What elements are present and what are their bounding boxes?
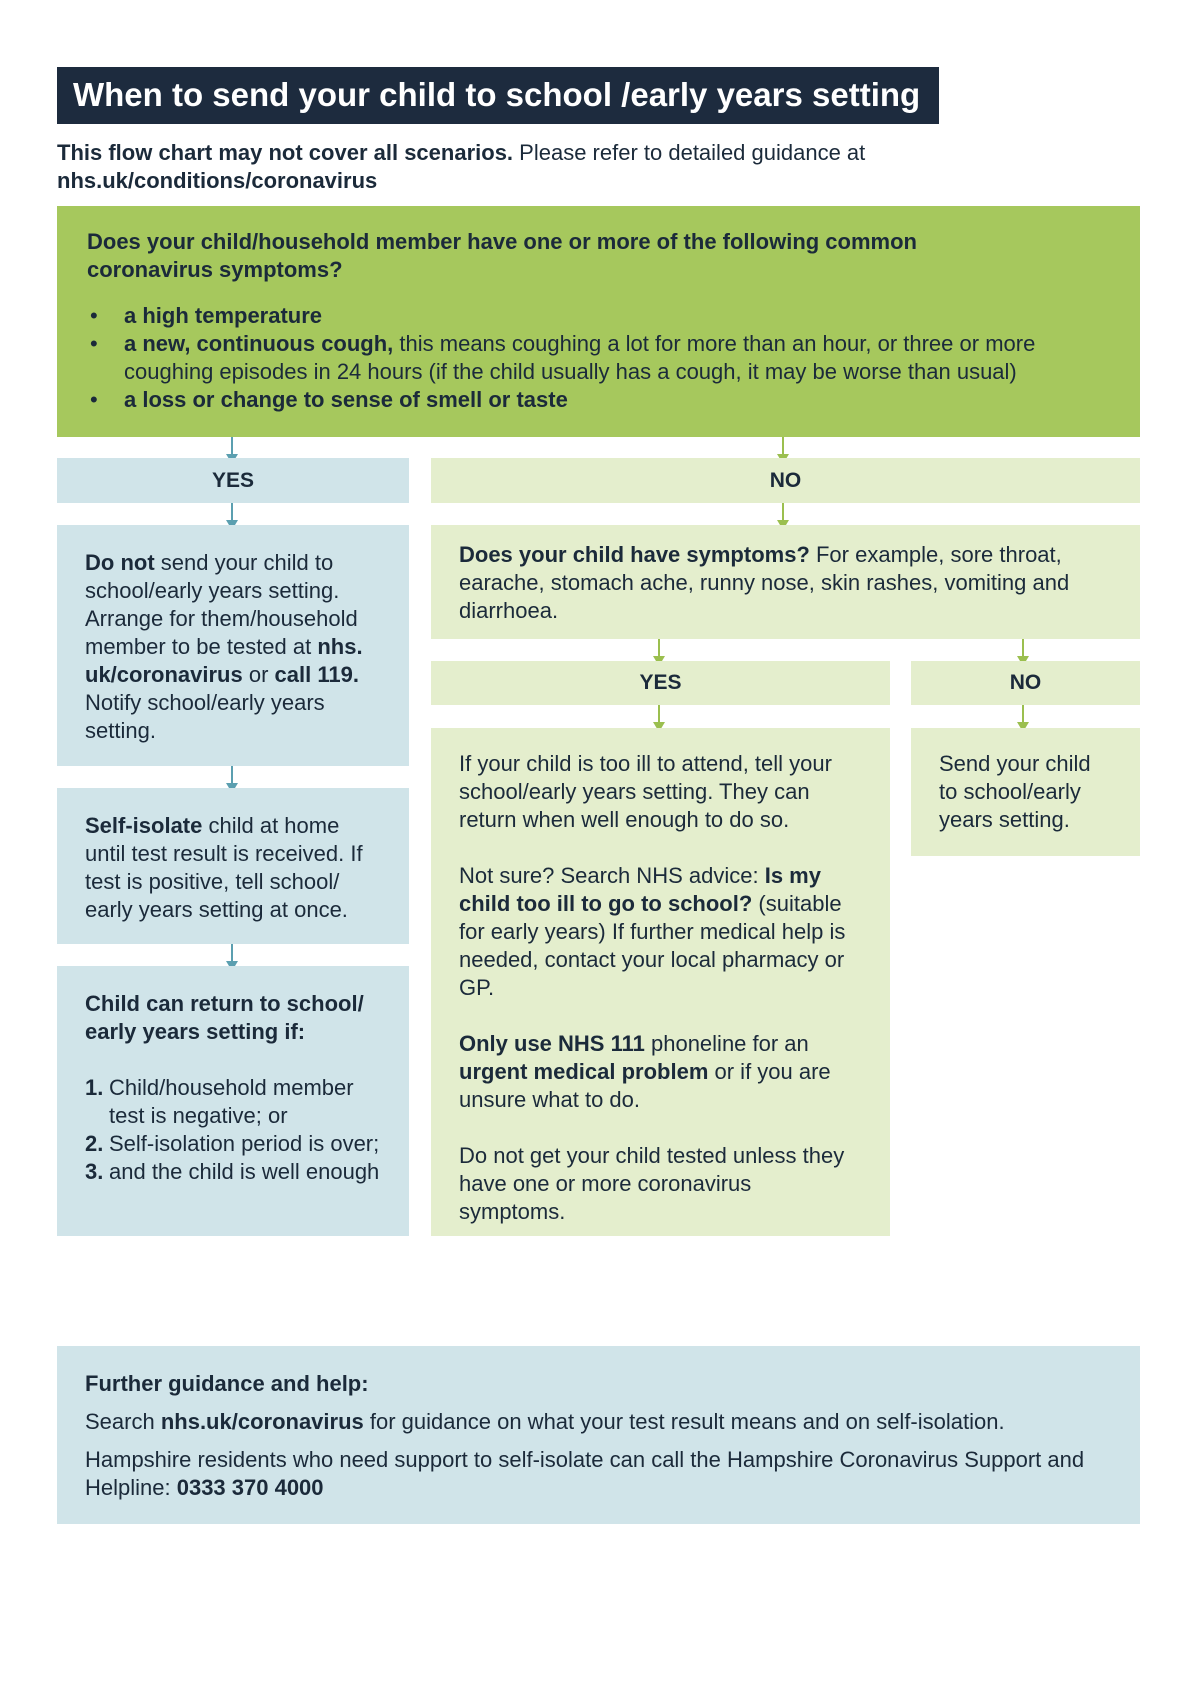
text-bold: Only use NHS 111 xyxy=(459,1031,645,1056)
helpline-number: 0333 370 4000 xyxy=(176,1475,324,1500)
list-text: and the child is well enough xyxy=(109,1159,380,1184)
list-number: 2. xyxy=(85,1131,104,1156)
list-item xyxy=(85,1158,381,1186)
nhs-link[interactable]: nhs.uk/coronavirus xyxy=(160,1409,364,1434)
text: Hampshire residents who need support to self-isolate can call the Hampshire Coronavirus Support and Helpline: xyxy=(85,1447,1085,1500)
nhs-111-text xyxy=(459,1030,862,1114)
no-label-2: NO xyxy=(911,661,1140,705)
do-not-test-text: Do not get your child tested unless they have one or more coronavirus symptoms. xyxy=(459,1143,845,1224)
yes-label: YES xyxy=(57,458,409,503)
text: (suitable for early years) If further medical help is needed, contact your local pharmacy or GP. xyxy=(459,891,846,1000)
return-conditions-heading: Child can return to school/ early years setting if: xyxy=(85,991,364,1044)
text: send your child to school/early years setting. Arrange for them/household member to be tested at xyxy=(85,550,358,659)
list-number: 3. xyxy=(85,1159,104,1184)
intro-bold: This flow chart may not cover all scenarios. xyxy=(57,140,514,165)
symptom-bold: a loss or change to sense of smell or taste xyxy=(124,387,568,412)
text: for guidance on what your test result means and on self-isolation. xyxy=(363,1409,1005,1434)
list-text: Child/household member test is negative; or xyxy=(109,1075,354,1128)
text: For example, sore throat, earache, stomach ache, runny nose, skin rashes, vomiting and diarrhoea. xyxy=(459,542,1070,623)
send-child-box xyxy=(911,728,1140,856)
no-label: NO xyxy=(431,458,1140,503)
do-not-send-box xyxy=(57,525,409,766)
intro-rest: Please refer to detailed guidance at xyxy=(513,140,866,165)
return-conditions-box xyxy=(57,966,409,1236)
nhs-advice-text xyxy=(459,862,862,1002)
text-bold: Do not xyxy=(85,550,155,575)
list-text: Self-isolation period is over; xyxy=(109,1131,380,1156)
text: or if you are unsure what to do. xyxy=(459,1059,831,1112)
too-ill-text: If your child is too ill to attend, tell your school/early years setting. They can return when well enough to do so. xyxy=(459,751,832,832)
text-bold: urgent medical problem xyxy=(459,1059,709,1084)
test-link[interactable]: nhs. uk/coronavirus xyxy=(85,634,363,687)
text: Notify school/early years setting. xyxy=(85,690,325,743)
page-title: When to send your child to school /early years setting xyxy=(57,67,939,124)
text-bold: Self-isolate xyxy=(85,813,203,838)
list-number: 1. xyxy=(85,1075,104,1100)
guidance-line-2 xyxy=(85,1446,1112,1502)
send-child-text: Send your child to school/early years setting. xyxy=(939,751,1091,832)
symptom-bold: a high temperature xyxy=(124,303,323,328)
intro-link[interactable]: nhs.uk/conditions/coronavirus xyxy=(57,168,378,193)
guidance-line-1 xyxy=(85,1408,1112,1436)
text: phoneline for an xyxy=(644,1031,809,1056)
text: child at home until test result is received. If test is positive, tell school/ early years setting at once. xyxy=(85,813,363,922)
self-isolate-box xyxy=(57,788,409,944)
text: Not sure? Search NHS advice: xyxy=(459,863,765,888)
symptoms-question-2 xyxy=(459,541,1079,625)
text: Search xyxy=(85,1409,161,1434)
further-guidance-heading: Further guidance and help: xyxy=(85,1371,369,1396)
symptoms-question: Does your child/household member have one or more of the following common coronavirus symptoms? xyxy=(87,229,917,282)
symptom-bold: a new, continuous cough, xyxy=(124,331,394,356)
too-ill-box xyxy=(431,728,890,1236)
list-item xyxy=(85,1074,381,1130)
list-item xyxy=(85,1130,381,1158)
text-bold: Is my child too ill to go to school? xyxy=(459,863,821,916)
text-bold: Does your child have symptoms? xyxy=(459,542,810,567)
self-isolate-text xyxy=(85,812,381,924)
yes-label-2: YES xyxy=(431,661,890,705)
symptoms-question-2-box xyxy=(431,525,1140,639)
text: or xyxy=(242,662,275,687)
symptom-rest: this means coughing a lot for more than an hour, or three or more coughing episodes in 24 hours (if the child usually has a cough, it may be worse than usual) xyxy=(124,331,1036,384)
further-guidance-box xyxy=(57,1346,1140,1524)
text-bold: call 119. xyxy=(274,662,359,687)
do-not-send-text xyxy=(85,549,381,745)
